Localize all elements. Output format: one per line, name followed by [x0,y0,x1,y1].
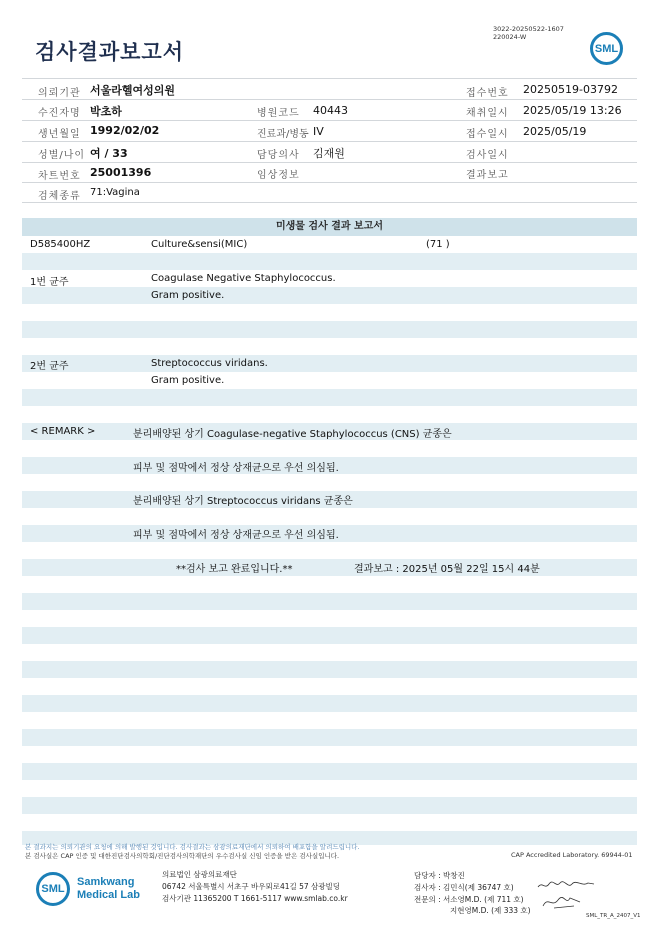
divider [22,99,637,100]
report-section-title: 미생물 검사 결과 보고서 [22,218,637,236]
organism-1-label: 1번 균주 [30,277,69,288]
cap-accreditation: CAP Accredited Laboratory. 69944-01 [511,851,633,859]
row-band [22,287,637,304]
clinical-label: 임상정보 [257,170,300,181]
receipt-no-value: 20250519-03792 [523,83,618,96]
signature-2-icon [540,892,584,912]
receipt-date-label: 접수일시 [466,129,509,140]
organism-1-gram: Gram positive. [151,290,225,301]
test-code: D585400HZ [30,239,91,250]
test-number: (71 ) [426,239,450,250]
logo-line-2: Medical Lab [77,889,140,901]
sex-age-value: 여 / 33 [90,147,128,160]
patient-label: 수진자명 [38,108,81,119]
divider [22,162,637,163]
footer-note-2: 본 검사실은 CAP 인증 및 대한진단검사의학회/진단검사의학재단의 우수검사실 신임 인증을 받은 검사실입니다. [25,852,340,860]
row-band [22,389,637,406]
remark-line-1: 분리배양된 상기 Coagulase-negative Staphylococcus (CNS) 균종은 [133,429,452,440]
chart-value: 25001396 [90,166,152,179]
row-band [22,729,637,746]
doctor-label: 담당의사 [257,150,300,161]
samkwang-logo-icon: SML [36,872,70,906]
patient-value: 박초하 [90,105,122,118]
logo-line-1: Samkwang [77,876,135,888]
page-title: 검사결과보고서 [35,40,185,64]
organism-2-label: 2번 균주 [30,361,69,372]
organism-2-gram: Gram positive. [151,375,225,386]
row-band [22,321,637,338]
remark-line-3: 분리배양된 상기 Streptococcus viridans 균종은 [133,496,353,507]
report-complete: **검사 보고 완료입니다.** [176,564,293,575]
receipt-date-value: 2025/05/19 [523,125,587,138]
birth-value: 1992/02/02 [90,124,160,137]
specimen-value: 71:Vagina [90,187,140,198]
remark-line-4: 피부 및 점막에서 정상 상재균으로 우선 의심됨. [133,530,339,541]
row-band [22,253,637,270]
document-id-line-1: 3022-20250522-1607 [493,25,564,33]
row-band [22,797,637,814]
sex-age-label: 성별/나이 [38,150,86,161]
divider [22,141,637,142]
remark-line-2: 피부 및 점막에서 정상 상재균으로 우선 의심됨. [133,463,339,474]
staff-tester: 검사자 : 김민식(제 36747 호) [414,883,514,892]
result-report-time: 결과보고 : 2025년 05월 22일 15시 44분 [354,564,540,575]
form-code: SML_TR_A_2407_V1 [586,913,641,919]
signature-1-icon [536,878,596,892]
test-name: Culture&sensi(MIC) [151,239,248,250]
collect-date-label: 채취일시 [466,108,509,119]
row-band [22,627,637,644]
staff-specialist-2: 지현영M.D. (제 333 호) [450,906,531,915]
divider [22,120,637,121]
test-date-label: 검사일시 [466,150,509,161]
institution-label: 의뢰기관 [38,88,81,99]
collect-date-value: 2025/05/19 13:26 [523,104,622,117]
organism-1-name: Coagulase Negative Staphylococcus. [151,273,336,284]
document-id-line-2: 220024-W [493,33,527,41]
document-id [493,25,564,41]
sml-logo: SML [590,32,623,65]
doctor-value: 김재원 [313,147,345,160]
row-band [22,593,637,610]
remark-label: < REMARK > [30,426,96,437]
footer-note-1: 본 결과지는 의뢰기관의 요청에 의해 발행된 것입니다. 검사결과는 삼광의료재단에서 의뢰하여 배포함을 알려드립니다. [25,843,360,851]
organism-2-name: Streptococcus viridans. [151,358,268,369]
divider [22,202,637,203]
row-band [22,661,637,678]
row-band [22,695,637,712]
row-band [22,559,637,576]
chart-label: 차트번호 [38,171,81,182]
dept-label: 진료과/병동 [257,129,309,140]
dept-value: IV [313,125,324,138]
samkwang-logo-text [77,876,140,902]
org-contact: 검사기관 11365200 T 1661-5117 www.smlab.co.kr [162,894,348,903]
row-band [22,763,637,780]
specimen-label: 검체종류 [38,191,81,202]
divider [22,78,637,79]
result-report-label: 결과보고 [466,170,509,181]
birth-label: 생년월일 [38,129,81,140]
institution-value: 서울라헬여성의원 [90,84,176,97]
hospital-code-value: 40443 [313,104,348,117]
hospital-code-label: 병원코드 [257,108,300,119]
staff-manager: 담당자 : 박창진 [414,871,465,880]
receipt-no-label: 접수번호 [466,88,509,99]
org-name: 의료법인 삼광의료재단 [162,870,237,879]
row-band [22,355,637,372]
org-address: 06742 서울특별시 서초구 바우뫼로41길 57 삼광빌딩 [162,882,341,891]
staff-specialist-1: 전문의 : 서소영M.D. (제 711 호) [414,895,524,904]
divider [22,182,637,183]
